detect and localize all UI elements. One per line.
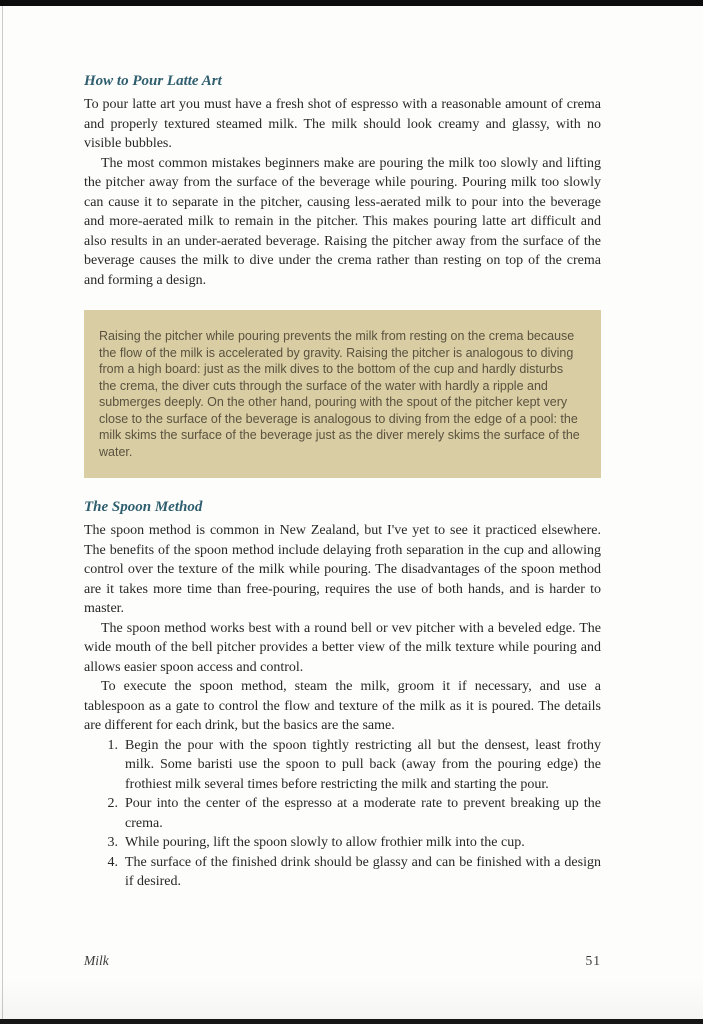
list-item bbox=[84, 833, 601, 853]
scan-edge-top-bar bbox=[0, 0, 703, 6]
heading-the-spoon-method: The Spoon Method bbox=[84, 499, 203, 515]
list-item bbox=[84, 736, 601, 795]
scan-bottom-shading bbox=[0, 979, 703, 1019]
footer-chapter-title: Milk bbox=[84, 953, 109, 968]
list-item-text: The surface of the finished drink should be glassy and can be finished with a design if desired. bbox=[125, 854, 601, 889]
spoon-method-steps-list bbox=[84, 736, 601, 892]
list-item-text: Begin the pour with the spoon tightly restricting all but the densest, least frothy milk. Some baristi use the spoon to pull back (away from the pouring edge) the frothiest milk several times before restricting the milk and starting the pour. bbox=[125, 737, 601, 792]
spoon-method-paragraph-2: The spoon method works best with a round bell or vev pitcher with a beveled edge. The wide mouth of the bell pitcher provides a better view of the milk texture while pouring and allows easier spoon access and control. bbox=[84, 620, 601, 675]
heading-how-to-pour-latte-art: How to Pour Latte Art bbox=[84, 73, 222, 89]
scan-edge-left-line bbox=[2, 6, 3, 1019]
list-item-number: 3. bbox=[107, 835, 118, 850]
latte-art-paragraph-2: The most common mistakes beginners make are pouring the milk too slowly and lifting the pitcher away from the surface of the beverage while pouring. Pouring milk too slowly can cause it to separate in the pitcher, causing less-aerated milk to pour into the beverage and more-aerated milk to remain in the pitcher. This makes pouring latte art difficult and also results in an under-aerated beverage. Raising the pitcher away from the surface of the beverage causes the milk to dive under the crema rather than resting on top of the crema and forming a design. bbox=[84, 155, 601, 288]
page-content bbox=[84, 72, 601, 892]
diving-analogy-callout-box bbox=[84, 310, 601, 478]
list-item-number: 1. bbox=[107, 737, 118, 753]
spoon-method-paragraph-1: The spoon method is common in New Zealand, but I've yet to see it practiced elsewhere. The benefits of the spoon method include delaying froth separation in the cup and allowing control over the texture of the milk while pouring. The disadvantages of the spoon method are it takes more time than free-pouring, requires the use of both hands, and is harder to master. bbox=[84, 523, 601, 616]
footer-page-number: 51 bbox=[585, 953, 601, 968]
list-item-text: While pouring, lift the spoon slowly to allow frothier milk into the cup. bbox=[125, 835, 525, 850]
page-footer bbox=[84, 953, 601, 969]
list-item-text: Pour into the center of the espresso at a moderate rate to prevent breaking up the crema. bbox=[125, 796, 601, 831]
list-item bbox=[84, 794, 601, 833]
scan-edge-bottom-bar bbox=[0, 1019, 703, 1024]
latte-art-paragraph-1: To pour latte art you must have a fresh shot of espresso with a reasonable amount of crema and properly textured steamed milk. The milk should look creamy and glassy, with no visible bubbles. bbox=[84, 97, 601, 151]
callout-text: Raising the pitcher while pouring prevents the milk from resting on the crema because the flow of the milk is accelerated by gravity. Raising the pitcher is analogous to diving from a high board: just as the milk dives to the bottom of the cup and hardly disturbs the crema, the diver cuts through the surface of the water with hardly a ripple and submerges deeply. On the other hand, pouring with the spout of the pitcher kept very close to the surface of the beverage is analogous to diving from the edge of a pool: the milk skims the surface of the beverage just as the diver merely skims the surface of the water. bbox=[99, 329, 580, 459]
list-item-number: 4. bbox=[107, 854, 118, 870]
list-item bbox=[84, 853, 601, 892]
spoon-method-paragraph-3: To execute the spoon method, steam the milk, groom it if necessary, and use a tablespoon as a gate to control the flow and texture of the milk as it is poured. The details are different for each drink, but the basics are the same. bbox=[84, 679, 601, 733]
list-item-number: 2. bbox=[107, 796, 118, 811]
